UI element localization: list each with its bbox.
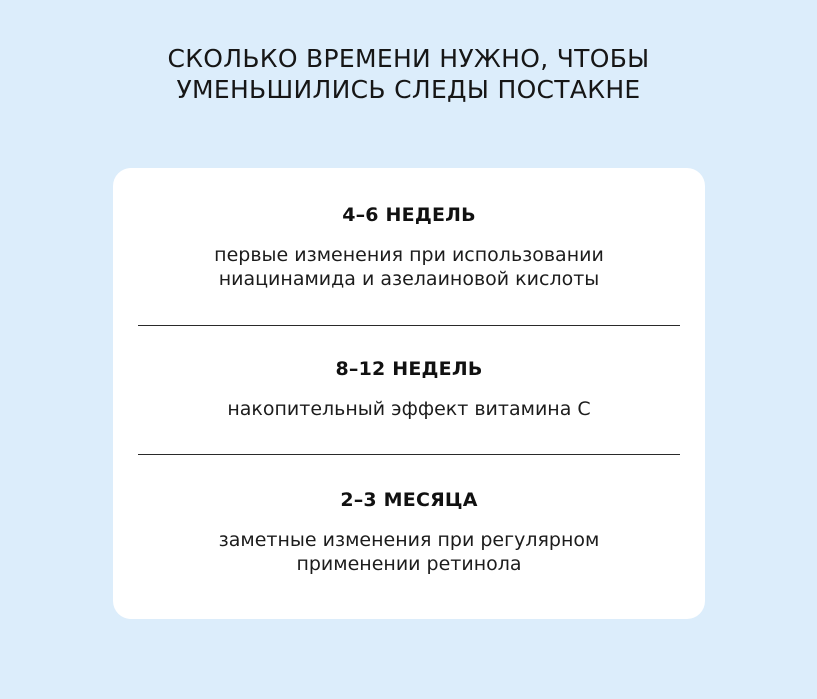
- timeline-item-description: [113, 397, 705, 421]
- timeline-item-2-3-months: [113, 488, 705, 576]
- timeline-item-description-line: применении ретинола: [296, 553, 522, 575]
- timeline-item-4-6-weeks: [113, 203, 705, 291]
- timeline-item-heading: 8–12 НЕДЕЛЬ: [335, 358, 483, 380]
- page-title-line-1: СКОЛЬКО ВРЕМЕНИ НУЖНО, ЧТОБЫ: [167, 44, 650, 73]
- timeline-item-description-line: заметные изменения при регулярном: [218, 529, 600, 551]
- timeline-item-description: [113, 528, 705, 576]
- timeline-item-heading: 4–6 НЕДЕЛЬ: [342, 204, 476, 226]
- timeline-item-description-line: накопительный эффект витамина С: [227, 398, 591, 420]
- timeline-item-8-12-weeks: [113, 357, 705, 421]
- page-title: [0, 43, 817, 105]
- timeline-item-description-line: ниацинамида и азелаиновой кислоты: [218, 268, 600, 290]
- timeline-item-description: [113, 243, 705, 291]
- timeline-item-description-line: первые изменения при использовании: [214, 244, 604, 266]
- page-title-line-2: УМЕНЬШИЛИСЬ СЛЕДЫ ПОСТАКНЕ: [176, 75, 641, 104]
- divider: [138, 325, 680, 326]
- divider: [138, 454, 680, 455]
- timeline-item-heading: 2–3 МЕСЯЦА: [340, 489, 478, 511]
- timeline-card: [113, 168, 705, 619]
